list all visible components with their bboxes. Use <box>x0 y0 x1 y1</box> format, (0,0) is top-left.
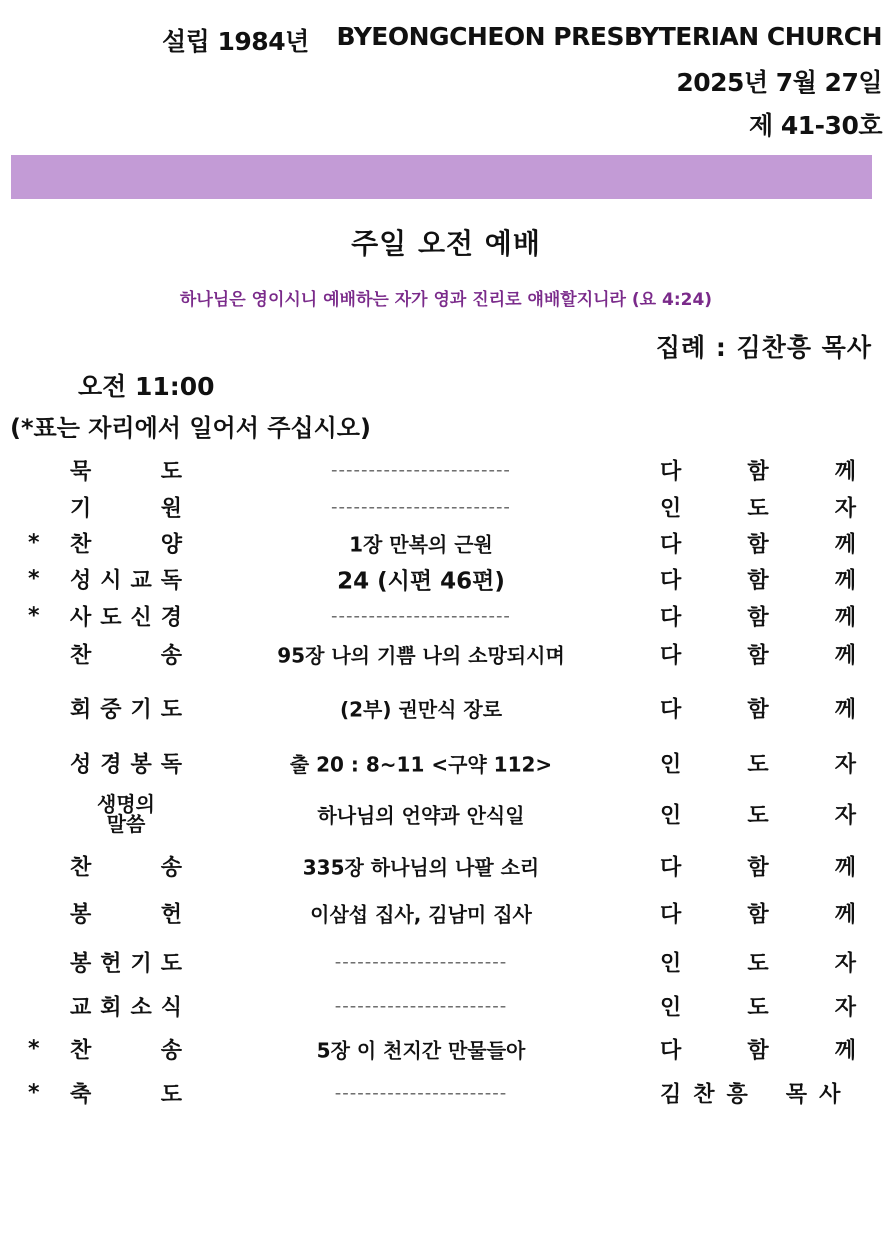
order-leader <box>660 528 856 559</box>
order-item-char: 송 <box>160 855 182 881</box>
founded-label: 설립 1984년 <box>162 27 309 56</box>
order-leader-char: 다 <box>660 605 682 631</box>
order-leader <box>660 1034 856 1065</box>
order-leader-char: 인 <box>660 496 682 522</box>
order-content: ------------------------ <box>331 605 511 627</box>
order-item-char: 축 <box>70 1082 92 1108</box>
order-content: (2부) 권만식 장로 <box>339 697 503 722</box>
order-item-char: 사 <box>70 605 92 631</box>
order-leader-char: 함 <box>747 855 769 881</box>
order-item <box>70 1078 182 1109</box>
standing-note: (*표는 자리에서 일어서 주십시오) <box>10 414 371 442</box>
order-item-char: 경 <box>100 752 122 778</box>
order-leader-char: 다 <box>660 855 682 881</box>
order-leader <box>660 748 856 779</box>
order-item-char: 도 <box>160 951 182 977</box>
order-item-char: 찬 <box>70 643 92 669</box>
order-item-char: 도 <box>100 605 122 631</box>
order-leader-char: 인 <box>660 752 682 778</box>
order-leader-char: 사 <box>819 1082 841 1108</box>
order-item-char: 봉 <box>70 951 92 977</box>
order-leader-char: 목 <box>785 1082 808 1108</box>
order-item <box>70 947 182 978</box>
order-leader-char: 다 <box>660 902 682 928</box>
order-item-char: 도 <box>160 697 182 723</box>
order-leader <box>660 947 856 978</box>
order-leader-char: 께 <box>834 643 856 669</box>
order-leader <box>660 898 856 929</box>
order-leader-char: 께 <box>834 697 856 723</box>
order-item <box>70 639 182 670</box>
order-row <box>0 792 892 836</box>
order-leader-char: 다 <box>660 459 682 485</box>
order-item-char: 기 <box>130 951 152 977</box>
order-item-char: 찬 <box>70 532 92 558</box>
order-leader-char: 인 <box>660 803 682 829</box>
order-leader-char: 자 <box>834 496 856 522</box>
church-name: BYEONGCHEON PRESBYTERIAN CHURCH <box>336 22 882 51</box>
order-content: 하나님의 언약과 안식일 <box>317 803 525 828</box>
order-item-char: 도 <box>160 1082 182 1108</box>
order-item-char: 생명의 <box>97 792 155 816</box>
order-item <box>70 898 182 929</box>
order-content: 5장 이 천지간 만물들아 <box>316 1038 526 1063</box>
order-leader <box>660 991 856 1022</box>
order-row <box>0 988 892 1024</box>
order-content: 1장 만복의 근원 <box>349 532 493 557</box>
order-item <box>70 1034 182 1065</box>
order-content: ----------------------- <box>334 995 508 1017</box>
order-item <box>70 991 182 1022</box>
order-leader <box>660 1078 856 1109</box>
order-leader-char: 함 <box>747 605 769 631</box>
order-row <box>0 690 892 726</box>
order-item-char: 묵 <box>70 459 92 485</box>
order-row <box>0 598 892 634</box>
order-item-char: 헌 <box>160 902 182 928</box>
order-leader-char: 께 <box>834 855 856 881</box>
order-content: 335장 하나님의 나팔 소리 <box>302 855 540 880</box>
order-content: ----------------------- <box>334 951 508 973</box>
order-leader-char: 함 <box>747 459 769 485</box>
order-leader-char: 자 <box>834 951 856 977</box>
order-leader-char: 찬 <box>693 1082 715 1108</box>
order-item <box>70 601 182 632</box>
order-content: ------------------------ <box>331 459 511 481</box>
order-leader-char: 함 <box>747 643 769 669</box>
scripture-verse: 하나님은 영이시니 예배하는 자가 영과 진리로 얘배할지니라 (요 4:24) <box>179 290 713 310</box>
order-leader <box>660 492 856 523</box>
order-item <box>70 492 182 523</box>
order-item-char: 양 <box>160 532 182 558</box>
order-leader-char: 도 <box>747 496 769 522</box>
issue-number: 제 41-30호 <box>749 111 882 140</box>
order-item <box>70 794 182 834</box>
order-leader-char: 자 <box>834 995 856 1021</box>
order-leader-char: 께 <box>834 1038 856 1064</box>
order-leader <box>660 799 856 830</box>
order-row <box>0 848 892 884</box>
standing-marker: * <box>28 1036 40 1062</box>
order-leader-char: 께 <box>834 568 856 594</box>
order-item-char: 소 <box>130 995 152 1021</box>
order-item-char: 기 <box>130 697 152 723</box>
order-leader-char: 다 <box>660 643 682 669</box>
decorative-band <box>11 155 872 199</box>
order-row <box>0 452 892 488</box>
order-item <box>70 564 182 595</box>
order-leader <box>660 455 856 486</box>
order-leader-char: 다 <box>660 1038 682 1064</box>
order-leader-char: 인 <box>660 951 682 977</box>
order-leader-char: 도 <box>747 803 769 829</box>
order-item <box>70 693 182 724</box>
order-item-char: 봉 <box>130 752 152 778</box>
order-item <box>70 748 182 779</box>
order-item-char: 성 <box>70 568 92 594</box>
order-leader-char: 께 <box>834 902 856 928</box>
order-content: 출 20 : 8~11 <구약 112> <box>289 752 553 777</box>
officiant: 집례 : 김찬흥 목사 <box>655 333 872 362</box>
order-leader-char: 도 <box>747 951 769 977</box>
order-item-char: 식 <box>160 995 182 1021</box>
order-item-char: 독 <box>160 568 182 594</box>
order-row <box>0 895 892 931</box>
order-row <box>0 489 892 525</box>
order-item-char: 송 <box>160 1038 182 1064</box>
order-item-char: 신 <box>130 605 152 631</box>
service-time: 오전 11:00 <box>78 372 215 401</box>
order-row <box>0 745 892 781</box>
order-leader-char: 함 <box>747 1038 769 1064</box>
order-item-char: 독 <box>160 752 182 778</box>
order-leader-char: 도 <box>747 752 769 778</box>
order-item <box>70 528 182 559</box>
order-leader <box>660 693 856 724</box>
service-title: 주일 오전 예배 <box>351 227 541 260</box>
order-item-char: 찬 <box>70 855 92 881</box>
order-content: ----------------------- <box>334 1082 508 1104</box>
order-item <box>70 851 182 882</box>
order-content: 이삼섭 집사, 김남미 집사 <box>310 902 532 927</box>
order-content: 95장 나의 기쁨 나의 소망되시며 <box>277 643 565 668</box>
order-row <box>0 525 892 561</box>
order-item-char: 경 <box>160 605 182 631</box>
order-leader-char: 도 <box>747 995 769 1021</box>
order-leader-char: 함 <box>747 568 769 594</box>
standing-marker: * <box>28 530 40 556</box>
order-leader-char: 께 <box>834 532 856 558</box>
order-item-char: 기 <box>70 496 92 522</box>
order-item-char: 말씀 <box>106 812 146 836</box>
order-item-char: 회 <box>100 995 122 1021</box>
order-leader-char: 다 <box>660 532 682 558</box>
order-leader-char: 자 <box>834 803 856 829</box>
order-leader <box>660 851 856 882</box>
order-leader-char: 께 <box>834 459 856 485</box>
order-leader-char: 다 <box>660 697 682 723</box>
order-leader-char: 함 <box>747 532 769 558</box>
order-content: 24 (시편 46편) <box>337 568 505 595</box>
order-leader-char: 다 <box>660 568 682 594</box>
order-leader <box>660 564 856 595</box>
standing-marker: * <box>28 566 40 592</box>
order-item-char: 원 <box>160 496 182 522</box>
order-item-char: 중 <box>100 697 122 723</box>
order-item-char: 도 <box>160 459 182 485</box>
order-row <box>0 944 892 980</box>
order-row <box>0 1075 892 1111</box>
order-item-char: 시 <box>100 568 122 594</box>
order-item-char: 봉 <box>70 902 92 928</box>
order-row <box>0 1031 892 1067</box>
standing-marker: * <box>28 1080 40 1106</box>
bulletin-date: 2025년 7월 27일 <box>676 68 882 97</box>
order-item-char: 교 <box>70 995 92 1021</box>
order-leader-char: 함 <box>747 902 769 928</box>
order-leader-char: 께 <box>834 605 856 631</box>
order-item-char: 회 <box>70 697 92 723</box>
order-leader-char: 흥 <box>726 1082 748 1108</box>
order-item <box>70 455 182 486</box>
order-leader <box>660 639 856 670</box>
order-item-char: 송 <box>160 643 182 669</box>
order-row <box>0 561 892 597</box>
standing-marker: * <box>28 603 40 629</box>
order-leader-char: 인 <box>660 995 682 1021</box>
order-leader <box>660 601 856 632</box>
order-leader-char: 함 <box>747 697 769 723</box>
order-leader-char: 김 <box>660 1082 682 1108</box>
order-row <box>0 636 892 672</box>
order-item-char: 교 <box>130 568 152 594</box>
order-item-char: 찬 <box>70 1038 92 1064</box>
order-item-char: 성 <box>70 752 92 778</box>
order-leader-char: 자 <box>834 752 856 778</box>
order-item-char: 헌 <box>100 951 122 977</box>
order-content: ------------------------ <box>331 496 511 518</box>
